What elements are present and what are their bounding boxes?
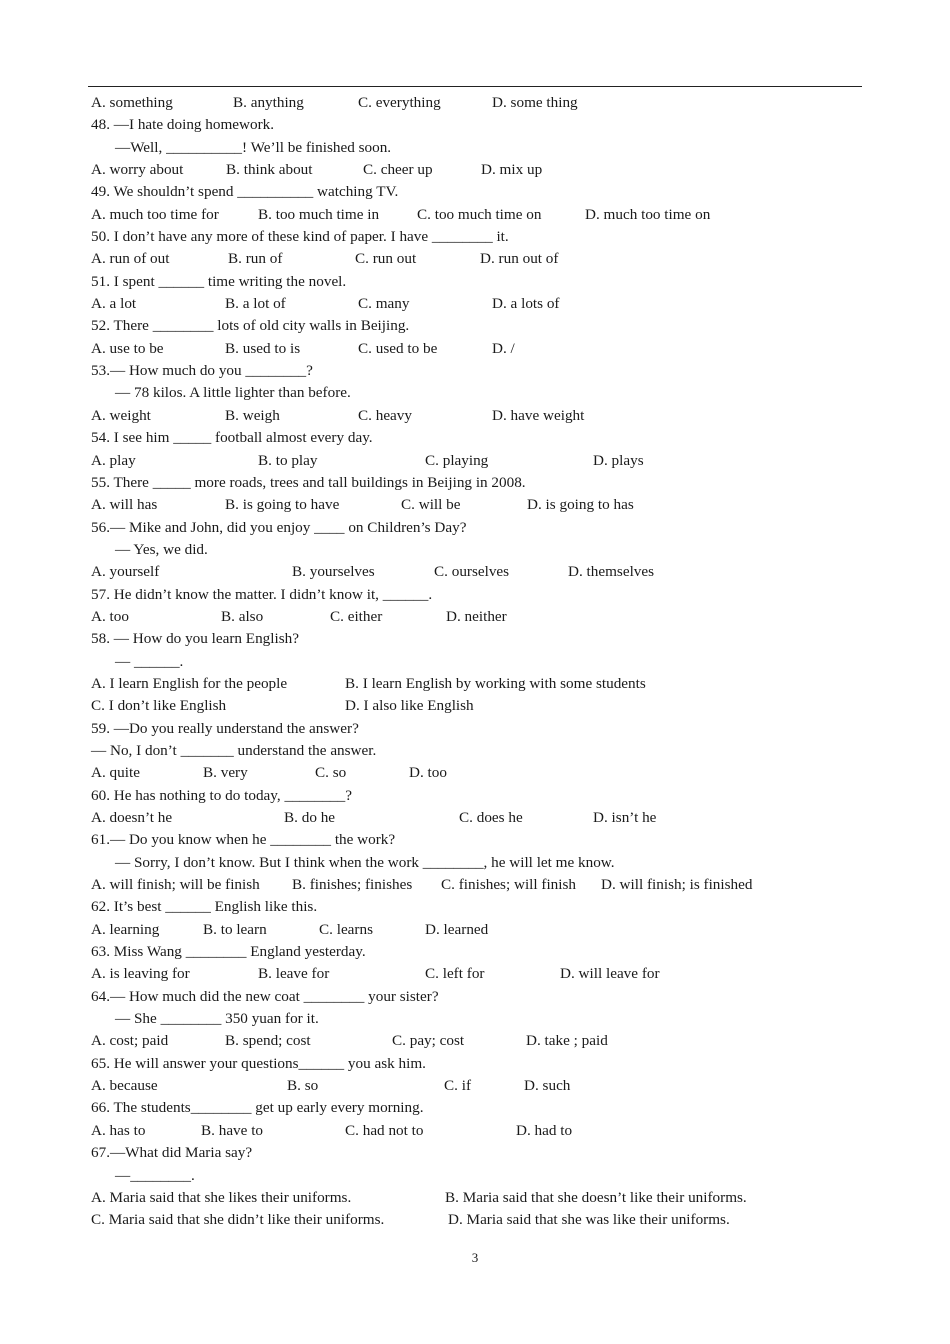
options-row-66 — [91, 1120, 861, 1142]
question-52: 52. There ________ lots of old city walls in Beijing. — [91, 317, 410, 335]
option-d: D. too — [409, 764, 447, 782]
dialogue-line: — Yes, we did. — [115, 540, 208, 558]
option-b: B. is going to have — [225, 496, 340, 514]
option-a: A. a lot — [91, 295, 137, 313]
option-d: D. neither — [446, 607, 507, 625]
options-row-67-cd — [91, 1209, 861, 1231]
options-row-57 — [91, 606, 861, 628]
option-a: A. learning — [91, 920, 160, 938]
option-b: B. Maria said that she doesn’t like their uniforms. — [445, 1188, 747, 1206]
question-60: 60. He has nothing to do today, ________? — [91, 786, 352, 804]
question-51: 51. I spent ______ time writing the novel. — [91, 272, 347, 290]
question-58: 58. — How do you learn English? — [91, 630, 299, 648]
option-a: A. worry about — [91, 161, 184, 179]
question-list — [91, 92, 861, 1232]
option-b: B. weigh — [225, 406, 280, 424]
option-d: D. have weight — [492, 406, 585, 424]
dialogue-line: — No, I don’t _______ understand the answer. — [91, 741, 377, 759]
options-row-48 — [91, 159, 861, 181]
option-c: C. playing — [425, 451, 489, 469]
option-b: B. to play — [258, 451, 318, 469]
option-d: D. isn’t he — [593, 809, 657, 826]
options-row-62 — [91, 919, 861, 941]
question-56: 56.— Mike and John, did you enjoy ____ on Children’s Day? — [91, 518, 467, 536]
option-b: B. to learn — [203, 920, 267, 938]
option-a: A. quite — [91, 764, 140, 782]
options-row-56 — [91, 561, 861, 583]
option-b: B. finishes; finishes — [292, 876, 413, 894]
option-d: D. had to — [516, 1121, 573, 1139]
question-64: 64.— How much did the new coat ________ your sister? — [91, 987, 439, 1005]
option-b: B. leave for — [258, 965, 330, 983]
option-a: A. something — [91, 94, 173, 111]
option-b: B. I learn English by working with some students — [345, 674, 646, 692]
option-d: D. I also like English — [345, 697, 474, 715]
option-d: D. themselves — [568, 563, 655, 581]
option-c: C. either — [330, 607, 383, 625]
question-57: 57. He didn’t know the matter. I didn’t know it, ______. — [91, 585, 433, 603]
option-a: A. will finish; will be finish — [91, 876, 260, 894]
question-53: 53.— How much do you ________? — [91, 362, 313, 380]
option-a: A. Maria said that she likes their uniforms. — [91, 1188, 352, 1206]
option-a: A. yourself — [91, 563, 160, 581]
dialogue-line: —Well, __________! We’ll be finished soon. — [115, 138, 392, 156]
options-row-49 — [91, 204, 861, 226]
options-row-54 — [91, 450, 861, 472]
option-a: A. I learn English for the people — [91, 674, 288, 692]
option-b: B. have to — [201, 1121, 264, 1139]
option-c: C. too much time on — [417, 205, 542, 223]
option-c: C. many — [358, 295, 410, 313]
option-c: C. so — [315, 764, 347, 782]
option-c: C. everything — [358, 94, 441, 111]
question-66: 66. The students________ get up early every morning. — [91, 1099, 424, 1117]
option-c: C. learns — [319, 920, 373, 938]
option-a: A. doesn’t he — [91, 809, 173, 826]
options-row-59 — [91, 762, 861, 784]
question-50: 50. I don’t have any more of these kind of paper. I have ________ it. — [91, 228, 509, 246]
option-d: D. much too time on — [585, 205, 711, 223]
question-59: 59. —Do you really understand the answer? — [91, 719, 359, 737]
question-67: 67.—What did Maria say? — [91, 1144, 253, 1162]
options-row-61 — [91, 874, 861, 896]
option-c: C. will be — [401, 496, 461, 514]
option-b: B. also — [221, 607, 264, 625]
options-row-52 — [91, 338, 861, 360]
options-row-53 — [91, 405, 861, 427]
question-55: 55. There _____ more roads, trees and tall buildings in Beijing in 2008. — [91, 473, 526, 491]
question-65: 65. He will answer your questions______ you ask him. — [91, 1054, 426, 1072]
options-row-58-cd — [91, 695, 861, 717]
option-a: A. use to be — [91, 339, 164, 357]
option-c: C. had not to — [345, 1121, 424, 1139]
options-row-47 — [91, 92, 861, 114]
dialogue-line: — 78 kilos. A little lighter than before. — [115, 384, 351, 402]
option-d: D. plays — [593, 451, 644, 469]
dialogue-line: — ______. — [115, 652, 184, 670]
option-b: B. run of — [228, 250, 283, 268]
option-c: C. used to be — [358, 339, 438, 357]
option-b: B. too much time in — [258, 205, 380, 223]
option-a: A. is leaving for — [91, 965, 190, 983]
option-c: C. run out — [355, 250, 417, 268]
option-b: B. spend; cost — [225, 1032, 311, 1050]
options-row-51 — [91, 293, 861, 315]
options-row-60 — [91, 807, 861, 829]
option-d: D. a lots of — [492, 295, 560, 313]
option-b: B. a lot of — [225, 295, 286, 313]
question-61: 61.— Do you know when he ________ the work? — [91, 831, 396, 849]
option-b: B. yourselves — [292, 563, 375, 581]
option-c: C. does he — [459, 809, 523, 826]
options-row-63 — [91, 963, 861, 985]
option-d: D. some thing — [492, 94, 578, 111]
options-row-65 — [91, 1075, 861, 1097]
question-48: 48. —I hate doing homework. — [91, 116, 275, 134]
option-b: B. anything — [233, 94, 304, 111]
options-row-67-ab — [91, 1187, 861, 1209]
option-d: D. such — [524, 1077, 571, 1095]
option-b: B. think about — [226, 161, 313, 179]
option-a: A. will has — [91, 496, 158, 514]
option-d: D. Maria said that she was like their uniforms. — [448, 1211, 730, 1229]
option-c: C. ourselves — [434, 563, 510, 581]
option-a: A. weight — [91, 406, 151, 424]
option-a: A. too — [91, 607, 129, 625]
question-62: 62. It’s best ______ English like this. — [91, 898, 318, 916]
option-c: C. left for — [425, 965, 485, 983]
dialogue-line: —________. — [115, 1166, 195, 1184]
dialogue-line: — She ________ 350 yuan for it. — [115, 1010, 319, 1028]
option-c: C. finishes; will finish — [441, 876, 577, 894]
option-c: C. pay; cost — [392, 1032, 465, 1050]
options-row-64 — [91, 1030, 861, 1052]
option-c: C. cheer up — [363, 161, 433, 179]
option-d: D. will leave for — [560, 965, 660, 983]
option-b: B. very — [203, 764, 248, 782]
options-row-55 — [91, 494, 861, 516]
option-a: A. because — [91, 1077, 158, 1095]
option-a: A. run of out — [91, 250, 170, 268]
option-d: D. is going to has — [527, 496, 634, 514]
option-d: D. run out of — [480, 250, 559, 268]
option-c: C. if — [444, 1077, 472, 1095]
option-a: A. cost; paid — [91, 1032, 169, 1050]
question-63: 63. Miss Wang ________ England yesterday. — [91, 943, 366, 961]
option-b: B. used to is — [225, 339, 301, 357]
options-row-58-ab — [91, 673, 861, 695]
option-b: B. so — [287, 1077, 319, 1095]
question-54: 54. I see him _____ football almost every day. — [91, 429, 373, 447]
option-a: A. has to — [91, 1121, 146, 1139]
option-c: C. heavy — [358, 406, 412, 424]
option-c: C. I don’t like English — [91, 697, 227, 715]
option-a: A. much too time for — [91, 205, 219, 223]
option-a: A. play — [91, 451, 136, 469]
option-d: D. / — [492, 339, 515, 357]
question-49: 49. We shouldn’t spend __________ watching TV. — [91, 183, 399, 201]
option-d: D. learned — [425, 920, 489, 938]
page-number: 3 — [471, 1250, 479, 1265]
option-d: D. take ; paid — [526, 1032, 608, 1050]
header-rule — [88, 86, 862, 87]
option-d: D. will finish; is finished — [601, 876, 753, 894]
option-d: D. mix up — [481, 161, 543, 179]
dialogue-line: — Sorry, I don’t know. But I think when the work ________, he will let me know. — [115, 853, 615, 871]
option-c: C. Maria said that she didn’t like their uniforms. — [91, 1211, 385, 1229]
option-b: B. do he — [284, 809, 336, 826]
options-row-50 — [91, 248, 861, 270]
